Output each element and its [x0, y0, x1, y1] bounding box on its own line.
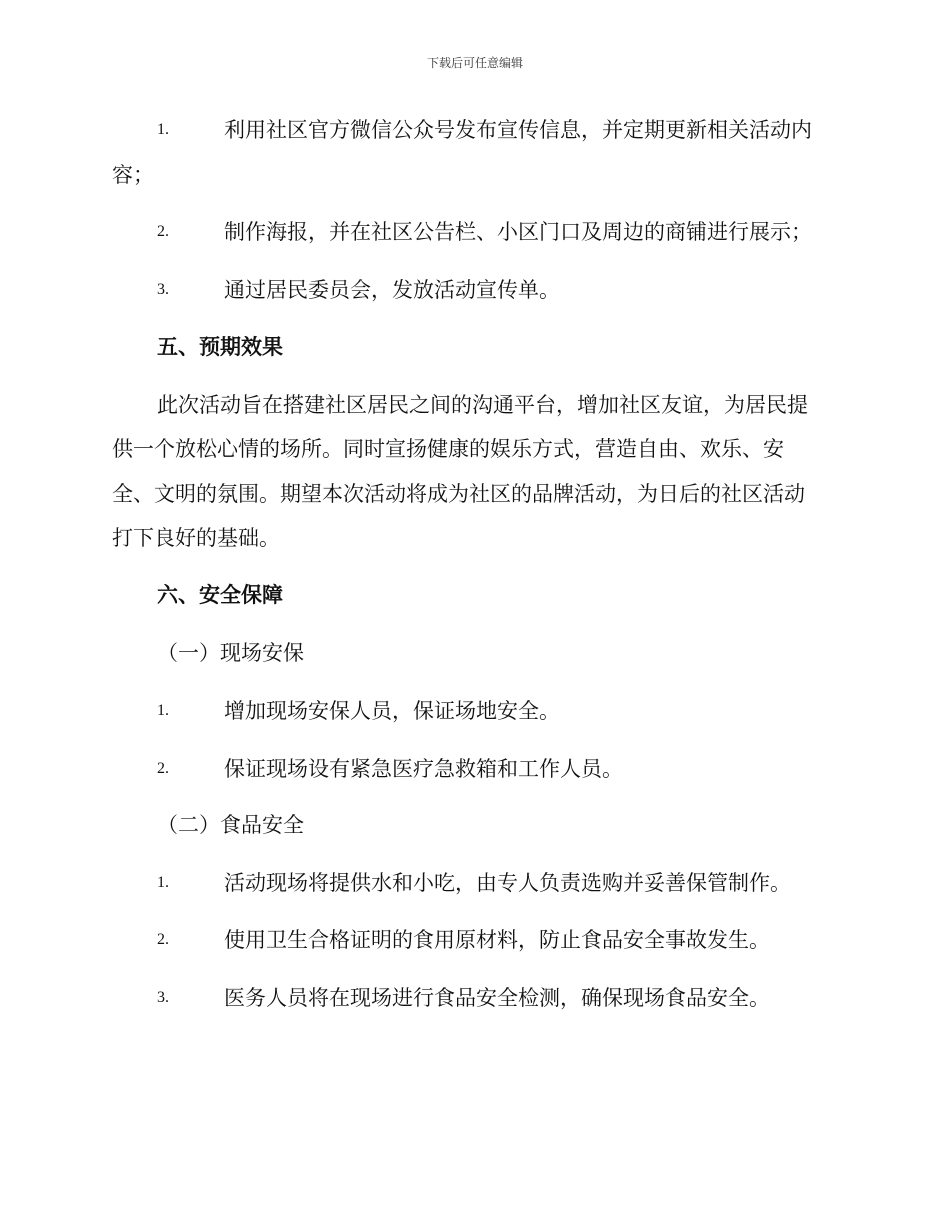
list-number: 3.: [157, 281, 169, 298]
list-item-text: 保证现场设有紧急医疗急救箱和工作人员。: [224, 757, 623, 781]
subsection-heading: （一）现场安保: [157, 641, 304, 665]
list-number: 1.: [157, 702, 169, 719]
list-item-text: 制作海报，并在社区公告栏、小区门口及周边的商铺进行展示；: [224, 220, 812, 244]
list-item-continuation: 容；: [112, 163, 154, 187]
paragraph-line: 打下良好的基础。: [112, 526, 280, 550]
list-number: 2.: [157, 931, 169, 948]
list-number: 2.: [157, 223, 169, 240]
list-item-text: 增加现场安保人员，保证场地安全。: [224, 699, 560, 723]
list-item-text: 使用卫生合格证明的食用原材料，防止食品安全事故发生。: [224, 928, 770, 952]
paragraph-line: 全、文明的氛围。期望本次活动将成为社区的品牌活动，为日后的社区活动: [112, 482, 805, 506]
list-number: 1.: [157, 874, 169, 891]
section-heading: 五、预期效果: [157, 335, 283, 359]
list-item-text: 医务人员将在现场进行食品安全检测，确保现场食品安全。: [224, 986, 770, 1010]
list-item-text: 活动现场将提供水和小吃，由专人负责选购并妥善保管制作。: [224, 871, 791, 895]
list-item-text: 利用社区官方微信公众号发布宣传信息，并定期更新相关活动内: [224, 118, 812, 142]
paragraph-line: 供一个放松心情的场所。同时宣扬健康的娱乐方式，营造自由、欢乐、安: [112, 437, 784, 461]
subsection-heading: （二）食品安全: [157, 813, 304, 837]
list-number: 3.: [157, 989, 169, 1006]
list-item-text: 通过居民委员会，发放活动宣传单。: [224, 278, 560, 302]
list-number: 1.: [157, 121, 169, 138]
paragraph-line: 此次活动旨在搭建社区居民之间的沟通平台，增加社区友谊，为居民提: [157, 393, 808, 417]
list-number: 2.: [157, 760, 169, 777]
page-header: 下载后可任意编辑: [426, 56, 523, 70]
section-heading: 六、安全保障: [157, 583, 283, 607]
